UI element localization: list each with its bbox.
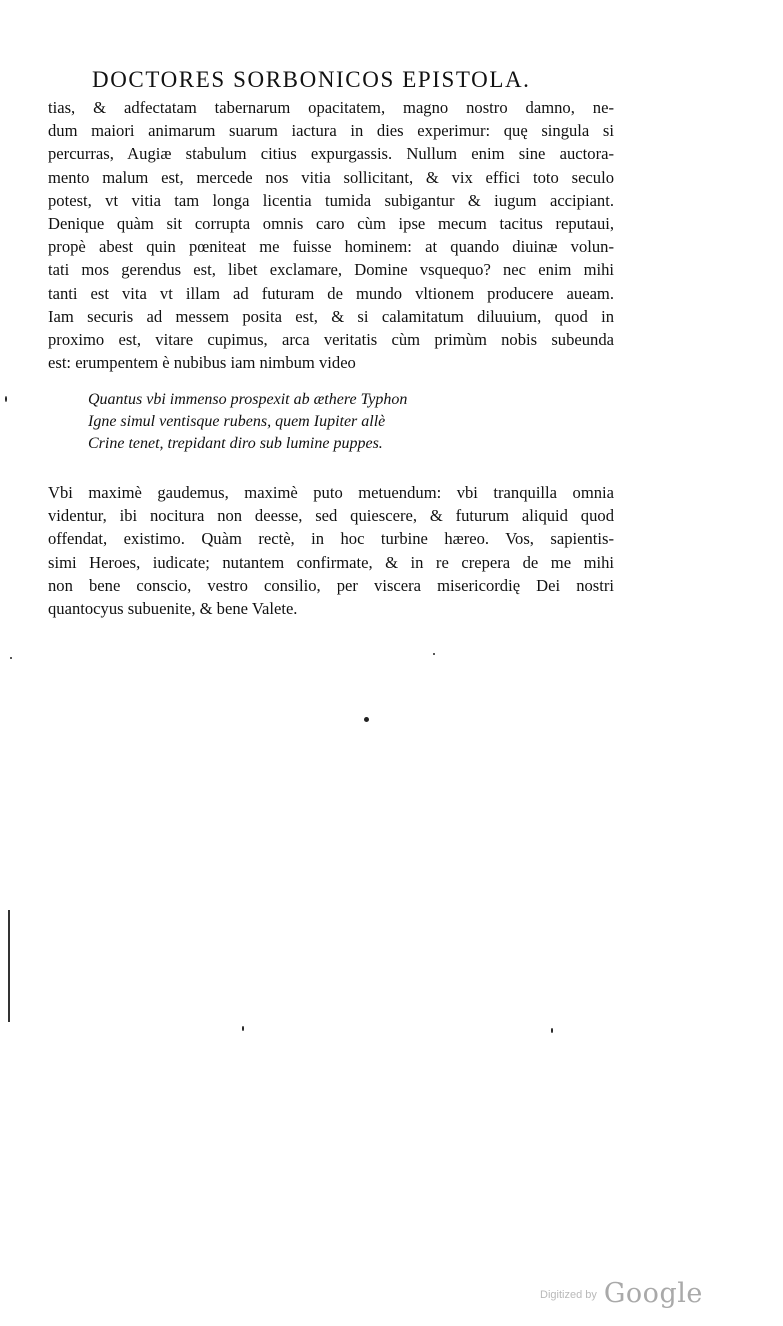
text-line: Vbi maximè gaudemus, maximè puto metuendum: vbi tranquilla omnia [48, 483, 614, 502]
text-line: est: erumpentem è nubibus iam nimbum video [48, 353, 356, 373]
text-line: tanti est vita vt illam ad futuram de mundo vltionem producere aueam. [48, 283, 614, 303]
verse-line: Quantus vbi immenso prospexit ab æthere Typhon [88, 391, 408, 408]
verse-quotation [88, 389, 488, 455]
text-line: proximo est, vitare cupimus, arca veritatis cùm primùm nobis subeunda [48, 330, 614, 350]
text-line: potest, vt vitia tam longa licentia tumida subigantur & iugum accipiant. [48, 190, 614, 210]
running-head: DOCTORES SORBONICOS EPISTOLA. [92, 67, 531, 92]
scan-edge-line [8, 910, 10, 1022]
ink-speck [242, 1026, 244, 1031]
text-line: Denique quàm sit corrupta omnis caro cùm ipse mecum tacitus reputaui, [48, 214, 614, 234]
text-line: dum maiori animarum suarum iactura in dies experimur: quę singula si [48, 121, 614, 141]
google-logo: Google [603, 1278, 703, 1309]
ink-speck [5, 396, 7, 402]
text-line: tias, & adfectatam tabernarum opacitatem, magno nostro damno, ne- [48, 98, 614, 117]
ink-speck [551, 1028, 553, 1033]
text-line: non bene conscio, vestro consilio, per viscera misericordię Dei nostri [48, 575, 614, 595]
text-line: quantocyus subuenite, & bene Valete. [48, 599, 298, 619]
verse-line: Igne simul ventisque rubens, quem Iupiter allè [88, 413, 386, 430]
text-line: tati mos gerendus est, libet exclamare, Domine vsquequo? nec enim mihi [48, 260, 614, 280]
text-line: percurras, Augiæ stabulum citius expurgassis. Nullum enim sine auctora- [48, 144, 614, 164]
text-line: simi Heroes, iudicate; nutantem confirmate, & in re crepera de me mihi [48, 552, 614, 572]
watermark-prefix: Digitized by [540, 1289, 597, 1301]
ink-speck [433, 653, 435, 655]
text-line: videntur, ibi nocitura non deesse, sed quiescere, & futurum aliquid quod [48, 506, 614, 526]
verse-line: Crine tenet, trepidant diro sub lumine puppes. [88, 435, 383, 452]
digitized-watermark [540, 1278, 703, 1309]
text-line: propè abest quin pœniteat me fuisse hominem: at quando diuinæ volun- [48, 237, 614, 257]
ink-speck [10, 657, 12, 659]
ink-speck [364, 717, 369, 722]
paragraph-2 [48, 481, 614, 620]
text-line: offendat, existimo. Quàm rectè, in hoc turbine hæreo. Vos, sapientis- [48, 529, 614, 549]
paragraph-1 [48, 96, 614, 374]
text-line: mento malum est, mercede nos vitia sollicitant, & vix effici toto seculo [48, 167, 614, 187]
text-line: Iam securis ad messem posita est, & si calamitatum diluuium, quod in [48, 306, 614, 326]
